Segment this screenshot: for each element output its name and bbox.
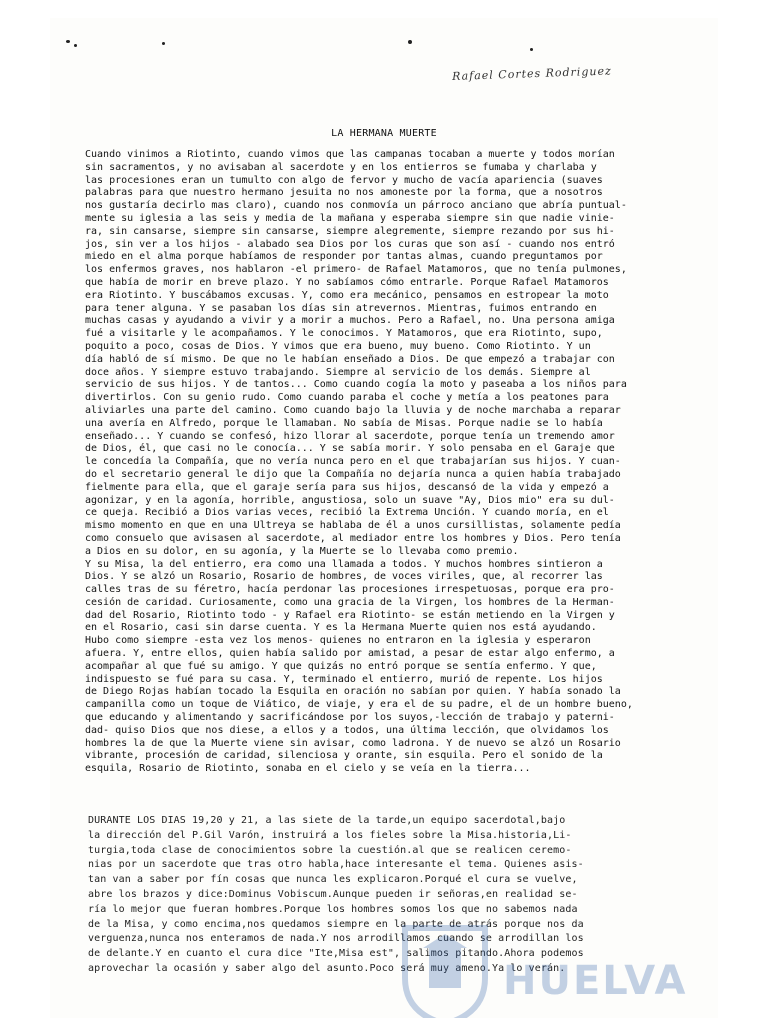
article-line: hombres la de que la Muerte viene sin avisar, como ladrona. Y de nuevo se alzó un Rosario [85, 737, 621, 749]
article-line: enseñado... Y cuando se confesó, hizo llorar al sacerdote, porque tenía un tremendo amor [85, 430, 615, 442]
article-line: de Dios, él, que casi no le conocía... Y se sabía morir. Y solo pensaba en el Garaje que [85, 443, 615, 455]
notice-line: verguenza,nunca nos enteramos de nada.Y nos arrodillamos cuando se arrodillan los [88, 933, 584, 945]
article-line: afuera. Y, entre ellos, quien había salido por amistad, a pesar de estar algo enfermo, a [85, 648, 615, 660]
article-line: poquito a poco, cosas de Dios. Y vimos que era bueno, muy bueno. Como Riotinto. Y un [85, 340, 591, 352]
article-line: que había de morir en breve plazo. Y no sabíamos cómo entrarle. Porque Rafael Matamoros [85, 276, 609, 288]
document-page [50, 18, 718, 1018]
article-line: mismo momento en que en una Ultreya se hablaba de él a unos cursillistas, solamente pedía [85, 520, 621, 532]
article-line: Cuando vinimos a Riotinto, cuando vimos que las campanas tocaban a muerte y todos morían [85, 149, 615, 160]
article-line: dad- quiso Dios que nos diese, a ellos y a todos, una última lección, que olvidamos los [85, 724, 609, 736]
article-body [85, 149, 718, 776]
notice-line: turgia,toda clase de conocimientos sobre la cuestión.al que se realicen ceremo- [88, 844, 572, 856]
article-line: las procesiones eran un tumulto con algo de fervor y mucho de vacía apariencia (suaves [85, 174, 603, 186]
ink-speck [66, 40, 70, 43]
notice-line: de delante.Y en cuanto el cura dice "Ite,Misa est", salimos pitando.Ahora podemos [88, 948, 584, 960]
notice-line: ría lo mejor que fueran hombres.Porque los hombres somos los que no sabemos nada [88, 903, 578, 915]
article-title: LA HERMANA MUERTE [331, 128, 437, 139]
ink-speck [162, 42, 165, 45]
article-line: le concedía la Compañía, que no vería nunca pero en el que trabajarían sus hijos. Y cuan- [85, 456, 621, 468]
article-line: aliviarles una parte del camino. Como cuando bajo la lluvia y de noche marchaba a reparar [85, 404, 621, 416]
article-line: campanilla como un toque de Viático, de viaje, y era el de su padre, el de un hombre bueno, [85, 699, 633, 711]
article-line: nos gustaría decirlo mas claro), cuando nos conmovía un párroco anciano que abría puntual- [85, 200, 627, 212]
article-line: para tener alguna. Y se pasaban los días sin atrevernos. Mientras, fuimos entrando en [85, 302, 597, 314]
article-line: Hubo como siempre -esta vez los menos- quienes no entraron en la iglesia y esperaron [85, 635, 591, 647]
article-line: dad del Rosario, Riotinto todo - y Rafael era Riotinto- se están metiendo en la Virgen y [85, 609, 615, 621]
article-line: divertirlos. Con su genio rudo. Como cuando paraba el coche y metía a los peatones para [85, 392, 609, 404]
article-line: fué a visitarle y le acompañamos. Y le conocimos. Y Matamoros, que era Riotinto, supo, [85, 328, 603, 340]
article-line: muchas casas y ayudando a vivir y a morir a muchos. Pero a Rafael, no. Una persona amiga [85, 315, 615, 327]
notice-line: DURANTE LOS DIAS 19,20 y 21, a las siete de la tarde,un equipo sacerdotal,bajo [88, 815, 566, 826]
article-line: una avería en Alfredo, porque le llamaban. No sabía de Misas. Porque nadie se lo había [85, 417, 603, 429]
article-line: doce años. Y siempre estuvo trabajando. Siempre al servicio de los demás. Siempre al [85, 366, 591, 378]
article-line: do el secretario general le dijo que la Compañía no dejaría nunca a quien había trabajado [85, 468, 621, 480]
article-line: en el Rosario, casi sin darse cuenta. Y es la Hermana Muerte quien nos está ayudando. [85, 622, 597, 634]
article-line: agonizar, y en la agonía, horrible, angustiosa, solo un suave "Ay, Dios mio" era su dul- [85, 494, 615, 506]
article-line: sin sacramentos, y no avisaban al sacerdote y en los entierros se fumaba y charlaba y [85, 161, 597, 173]
article-line: Y su Misa, la del entierro, era como una llamada a todos. Y muchos hombres sintieron a [85, 558, 603, 570]
article-line: de Diego Rojas habían tocado la Esquila en oración no sabían por quien. Y había sonado la [85, 686, 621, 698]
article-line: servicio de sus hijos. Y de tantos... Como cuando cogía la moto y paseaba a los niños para [85, 379, 627, 391]
article-line: vibrante, procesión de caridad, silenciosa y orante, sin esquila. Pero el sonido de la [85, 750, 603, 762]
article-line: como consuelo que avisasen al sacerdote, al mediador entre los hombres y Dios. Pero tenía [85, 532, 621, 544]
archive-watermark [395, 918, 715, 1018]
notice-line: de la Misa, y como encima,nos quedamos siempre en la parte de atrás porque nos da [88, 918, 584, 930]
article-line: calles tras de su féretro, hacía perdonar las procesiones irrespetuosas, porque era pro- [85, 584, 615, 596]
handwritten-author-note: Rafael Cortes Rodriguez [451, 64, 612, 84]
article-line: Dios. Y se alzó un Rosario, Rosario de hombres, de voces viriles, que, al recorrer las [85, 571, 603, 583]
notice-line: nias por un sacerdote que tras otro habla,hace interesante el tema. Quienes asis- [88, 859, 584, 871]
article-line: ra, sin cansarse, siempre sin cansarse, siempre alegremente, siempre rezando por sus hi- [85, 225, 615, 237]
article-line: miedo en el alma porque habíamos de responder por tantas almas, cuando preguntamos por [85, 251, 603, 263]
article-line: jos, sin ver a los hijos - alabado sea Dios por los curas que son así - cuando nos entró [85, 238, 615, 250]
notice-line: abre los brazos y dice:Dominus Vobiscum.Aunque pueden ir señoras,en realidad se- [88, 888, 578, 900]
article-line: día habló de sí mismo. De que no le habían enseñado a Dios. De que empezó a trabajar con [85, 353, 615, 365]
article-line: esquila, Rosario de Riotinto, sonaba en el cielo y se veía en la tierra... [85, 763, 531, 775]
ink-speck [530, 48, 533, 51]
article-line: acompañar al que fué su amigo. Y que quizás no entró porque se sentía enfermo. Y que, [85, 660, 597, 672]
article-line: mente su iglesia a las seis y media de la mañana y esperaba siempre sin que nadie vinie- [85, 212, 615, 224]
ink-speck [408, 40, 412, 44]
article-line: a Dios en su dolor, en su agonía, y la Muerte se lo llevaba como premio. [85, 545, 519, 557]
article-line: ce queja. Recibió a Dios varias veces, recibió la Extrema Unción. Y cuando moría, en el [85, 507, 609, 519]
article-line: palabras para que nuestro hermano jesuita no nos amoneste por la forma, que a nosotros [85, 187, 603, 199]
notice-line: aprovechar la ocasión y saber algo del asunto.Poco será muy ameno.Ya lo verán. [88, 962, 566, 974]
watermark-text: HUELVA [503, 958, 688, 1004]
article-line: cesión de caridad. Curiosamente, como una gracia de la Virgen, los hombres de la Herman- [85, 596, 615, 608]
article-line: los enfermos graves, nos hablaron -el primero- de Rafael Matamoros, que no tenía pulmones, [85, 264, 627, 276]
notice-line: la dirección del P.Gil Varón, instruirá a los fieles sobre la Misa.historia,Li- [88, 829, 572, 841]
article-line: que educando y alimentando y sacrificándose por los suyos,-lección de trabajo y paterni- [85, 712, 615, 724]
article-line: fielmente para ella, que el garaje sería para sus hijos, descansó de la vida y empezó a [85, 481, 609, 493]
shield-icon [395, 918, 495, 1018]
notice-line: tan van a saber por fín cosas que nunca les explicaron.Porqué el cura se vuelve, [88, 874, 578, 886]
article-line: era Riotinto. Y buscábamos excusas. Y, como era mecánico, pensamos en estropear la moto [85, 289, 609, 301]
article-line: indispuesto se fué para su casa. Y, terminado el entierro, murió de repente. Los hijos [85, 673, 603, 685]
ink-speck [74, 44, 77, 47]
